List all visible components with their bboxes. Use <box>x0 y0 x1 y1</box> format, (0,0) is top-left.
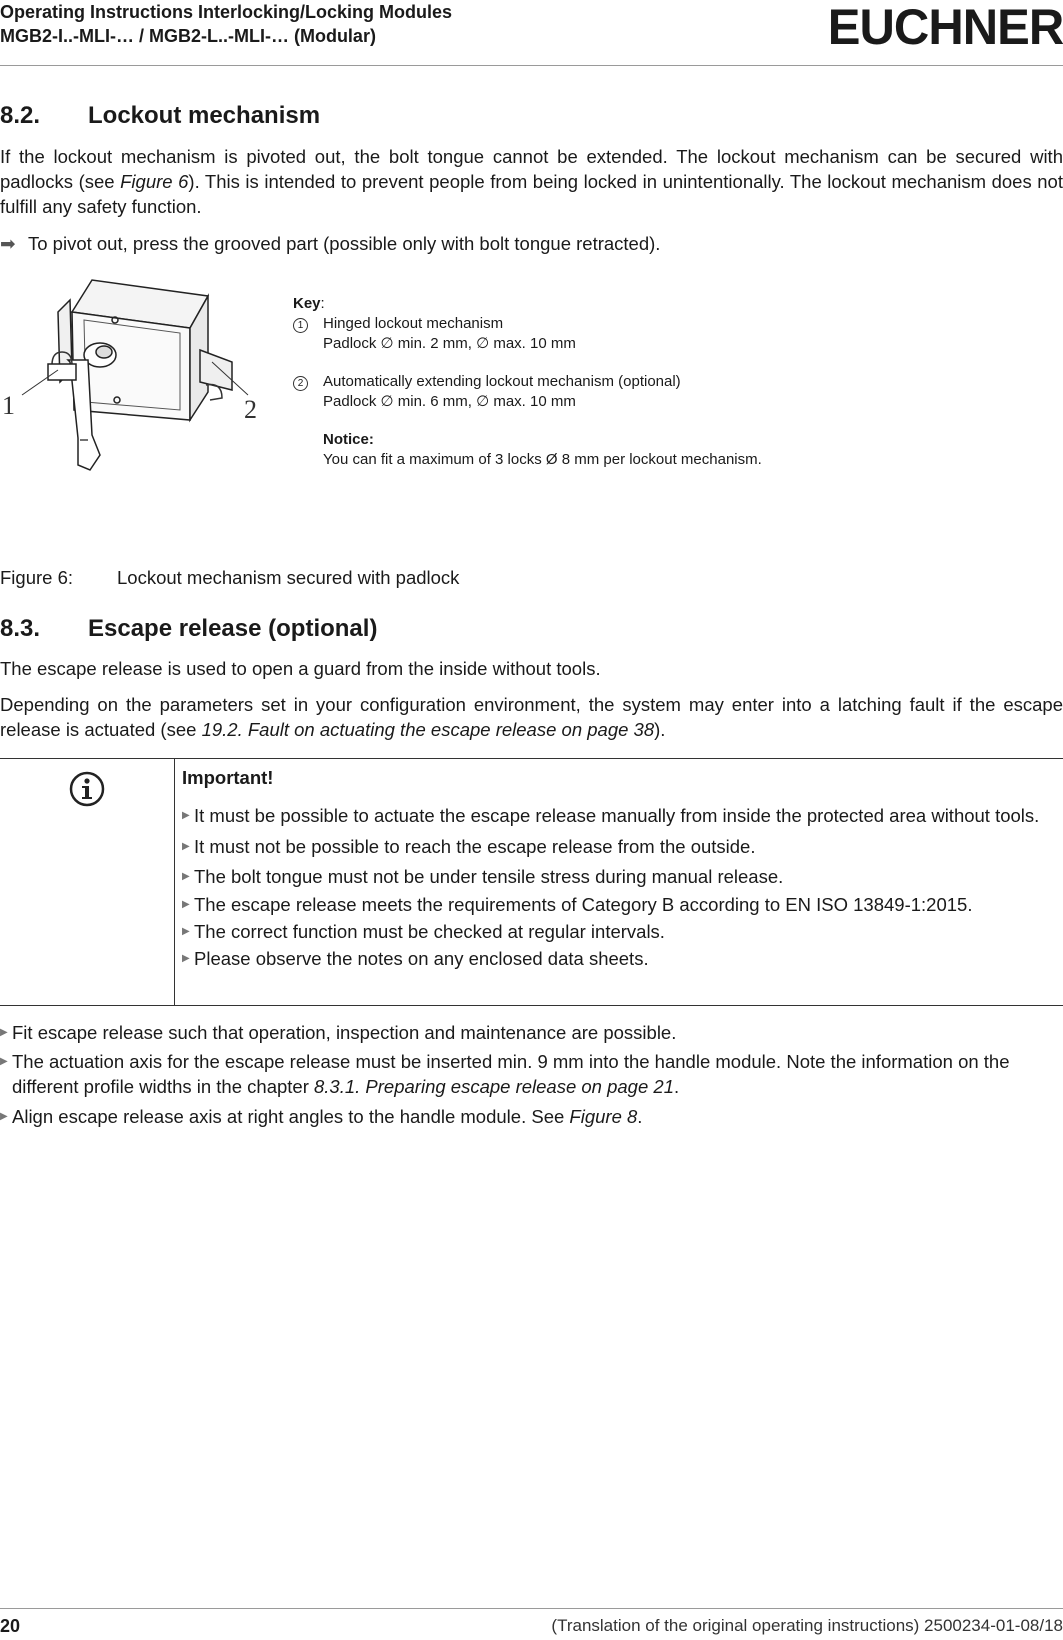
info-icon <box>67 769 107 809</box>
bullet-triangle-icon: ▶ <box>182 841 190 852</box>
text-run: ). This is intended to prevent people from being locked in unintentionally. The lockout mechanism does not fulfill any safety function. <box>0 171 1063 217</box>
figure-reference[interactable]: Figure 6 <box>120 171 189 192</box>
callout-2: 2 <box>244 395 257 424</box>
important-title: Important! <box>182 767 274 788</box>
caption-label: Figure 6: <box>0 567 74 588</box>
section-number: 8.2. <box>0 102 41 129</box>
important-item <box>182 946 1052 971</box>
figure-key: Key: 1 Hinged lockout mechanism Padlock ∅ min. 2 mm, ∅ max. 10 mm 2 Automatically extending lockout mechanism (optional) Padlock ∅ min. 6 mm, ∅ max. 10 mm Notice: You can fit a maximum of 3 locks Ø 8 mm per lockout mechanism. <box>293 295 762 468</box>
arrow-right-icon: ➡ <box>0 233 16 254</box>
page-number: 20 <box>0 1616 21 1636</box>
key-notice <box>293 430 762 470</box>
list-item-text: . <box>673 1076 680 1097</box>
important-item-text: The bolt tongue must not be under tensile stress during manual release. <box>194 866 784 887</box>
section-heading-8-2 <box>0 101 320 131</box>
important-item <box>182 834 1052 859</box>
list-item-text: The actuation axis for the escape release must be inserted min. 9 mm into the handle module. Note the information on the different profile widths in the chapter <box>12 1051 1010 1097</box>
section-title: Escape release (optional) <box>88 615 378 642</box>
caption-text: Lockout mechanism secured with padlock <box>117 567 460 588</box>
list-item-text: Align escape release axis at right angles to the handle module. See <box>12 1106 570 1127</box>
notice-text: You can fit a maximum of 3 locks Ø 8 mm per lockout mechanism. <box>323 451 762 468</box>
document-header <box>0 0 452 48</box>
section-number: 8.3. <box>0 615 41 642</box>
text-run: ). <box>654 719 666 740</box>
euchner-logo: EUCHNER <box>827 0 1063 55</box>
important-item <box>182 919 1052 944</box>
key-number-2: 2 <box>293 376 308 391</box>
callout-1: 1 <box>2 391 15 420</box>
important-notice-box <box>0 758 1063 1006</box>
text-run: Depending on the parameters set in your configuration environment, the system may enter into a latching fault if the escape release is actuated (see <box>0 694 1063 740</box>
bullet-triangle-icon: ▶ <box>182 953 190 964</box>
bullet-triangle-icon: ▶ <box>0 1027 8 1038</box>
key-item-1-title: Hinged lockout mechanism <box>323 315 504 332</box>
cross-reference-link[interactable]: 8.3.1. Preparing escape release on page 21 <box>314 1076 674 1097</box>
list-item-text: . <box>637 1106 643 1127</box>
footer-text: (Translation of the original operating instructions) 2500234-01-08/18 <box>551 1616 1063 1635</box>
list-item-text: Fit escape release such that operation, inspection and maintenance are possible. <box>12 1022 677 1043</box>
figure-reference[interactable]: Figure 8 <box>569 1106 638 1127</box>
important-item <box>182 864 1052 889</box>
important-item-text: It must not be possible to reach the escape release from the outside. <box>194 836 756 857</box>
key-item-2-title: Automatically extending lockout mechanism (optional) <box>323 373 681 390</box>
important-item-text: It must be possible to actuate the escape release manually from inside the protected area without tools. <box>194 805 1040 826</box>
section-title: Lockout mechanism <box>88 102 321 129</box>
escape-release-bullets <box>0 1020 1063 1129</box>
text-run: If the lockout mechanism is pivoted out, the bolt tongue cannot be extended. The lockout mechanism can be secured with padlocks (see <box>0 146 1063 192</box>
list-item <box>0 1020 1063 1045</box>
important-item-text: The correct function must be checked at regular intervals. <box>194 921 665 942</box>
bullet-triangle-icon: ▶ <box>182 810 190 821</box>
cross-reference-link[interactable]: 19.2. Fault on actuating the escape release on page 38 <box>201 719 655 740</box>
important-item-text: Please observe the notes on any enclosed data sheets. <box>194 948 649 969</box>
header-rule <box>0 65 1063 66</box>
notice-label: Notice: <box>323 431 374 448</box>
key-item-1 <box>293 314 762 354</box>
figure-caption <box>0 565 459 590</box>
header-line-1: Operating Instructions Interlocking/Locking Modules <box>0 2 453 22</box>
bullet-triangle-icon: ▶ <box>182 871 190 882</box>
important-content <box>182 765 1052 971</box>
key-number-1: 1 <box>293 318 308 333</box>
important-item <box>182 803 1052 828</box>
list-item <box>0 1104 1063 1129</box>
key-item-2-padlock: Padlock ∅ min. 6 mm, ∅ max. 10 mm <box>323 393 576 410</box>
important-item <box>182 892 1052 917</box>
header-line-2: MGB2-I..-MLI-… / MGB2-L..-MLI-… (Modular) <box>0 26 376 46</box>
key-item-2 <box>293 372 762 412</box>
paragraph-escape-config <box>0 692 1063 742</box>
key-item-1-padlock: Padlock ∅ min. 2 mm, ∅ max. 10 mm <box>323 335 576 352</box>
key-label: Key <box>293 295 321 312</box>
footer-rule <box>0 1608 1063 1609</box>
list-item <box>0 1049 1063 1099</box>
bullet-triangle-icon: ▶ <box>182 899 190 910</box>
bullet-triangle-icon: ▶ <box>0 1056 8 1067</box>
paragraph-escape-intro: The escape release is used to open a guard from the inside without tools. <box>0 658 601 679</box>
bullet-triangle-icon: ▶ <box>182 926 190 937</box>
notice-divider <box>174 759 175 1005</box>
instruction-step <box>0 231 660 256</box>
important-item-text: The escape release meets the requirements of Category B according to EN ISO 13849-1:2015. <box>194 894 973 915</box>
paragraph-lockout-intro <box>0 144 1063 219</box>
lockout-mechanism-illustration <box>0 270 285 500</box>
section-heading-8-3 <box>0 614 377 644</box>
bullet-triangle-icon: ▶ <box>0 1111 8 1122</box>
step-text: To pivot out, press the grooved part (possible only with bolt tongue retracted). <box>28 233 661 254</box>
